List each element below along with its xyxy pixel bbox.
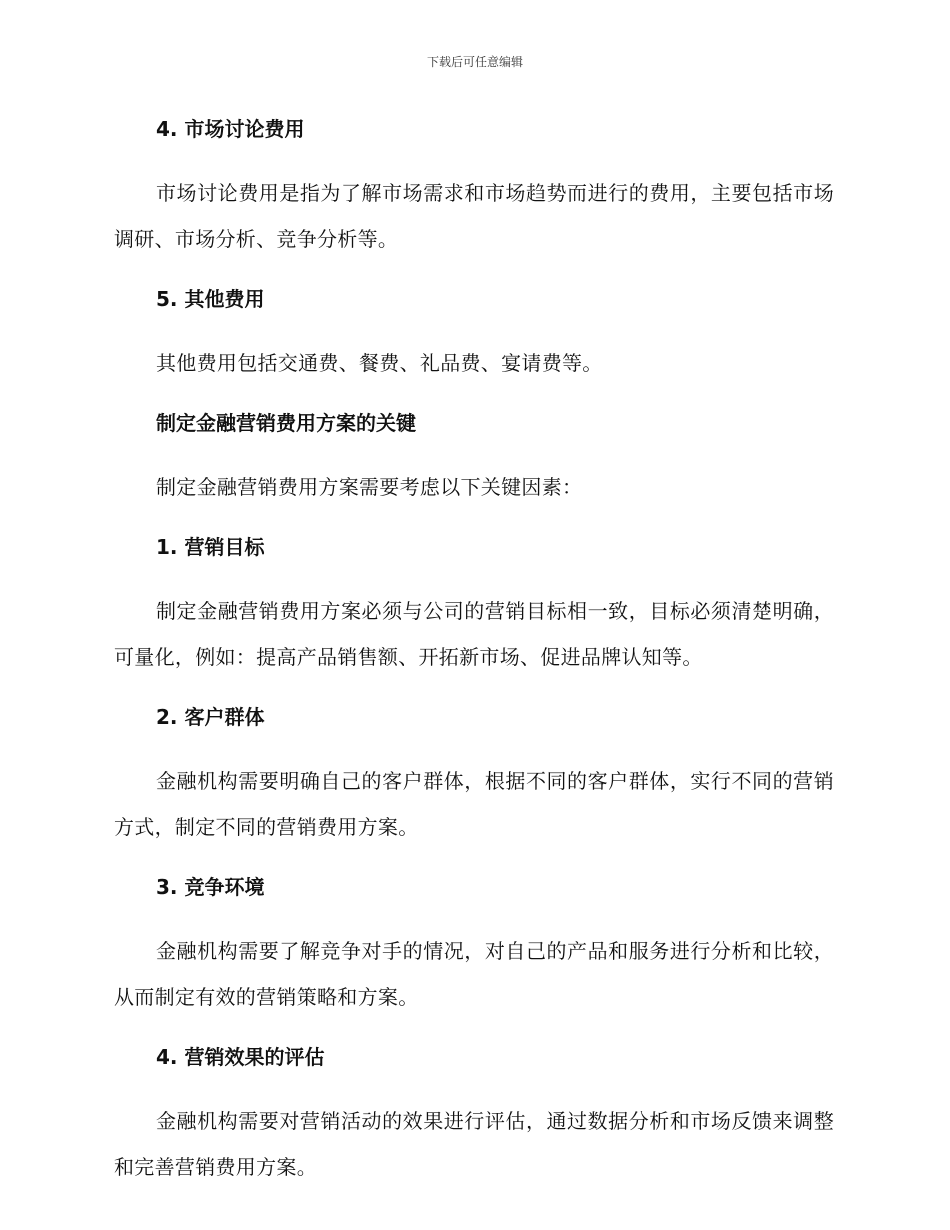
section-heading-effect-evaluation: 4. 营销效果的评估: [156, 1045, 325, 1069]
section-heading-competition: 3. 竞争环境: [156, 875, 265, 899]
section-body-competition: 金融机构需要了解竞争对手的情况，对自己的产品和服务进行分析和比较，从而制定有效的营销策略和方案。: [114, 939, 834, 1009]
section-body-customer-group: 金融机构需要明确自己的客户群体，根据不同的客户群体，实行不同的营销方式，制定不同的营销费用方案。: [114, 769, 834, 839]
header-note: 下载后可任意编辑: [426, 55, 523, 69]
section-heading-key-points: 制定金融营销费用方案的关键: [156, 411, 416, 435]
section-body-other-cost: 其他费用包括交通费、餐费、礼品费、宴请费等。: [156, 351, 603, 375]
section-heading-customer-group: 2. 客户群体: [156, 705, 265, 729]
document-content: [114, 112, 834, 1190]
section-body-key-points: 制定金融营销费用方案需要考虑以下关键因素：: [156, 475, 583, 499]
section-heading-marketing-goal: 1. 营销目标: [156, 535, 265, 559]
section-body-marketing-goal: 制定金融营销费用方案必须与公司的营销目标相一致，目标必须清楚明确，可量化，例如：提高产品销售额、开拓新市场、促进品牌认知等。: [114, 599, 834, 669]
section-heading-market-research-cost: 4. 市场讨论费用: [156, 117, 305, 141]
section-body-market-research-cost: 市场讨论费用是指为了解市场需求和市场趋势而进行的费用，主要包括市场调研、市场分析、竞争分析等。: [114, 181, 834, 251]
section-heading-other-cost: 5. 其他费用: [156, 287, 265, 311]
section-body-effect-evaluation: 金融机构需要对营销活动的效果进行评估，通过数据分析和市场反馈来调整和完善营销费用方案。: [114, 1109, 834, 1179]
